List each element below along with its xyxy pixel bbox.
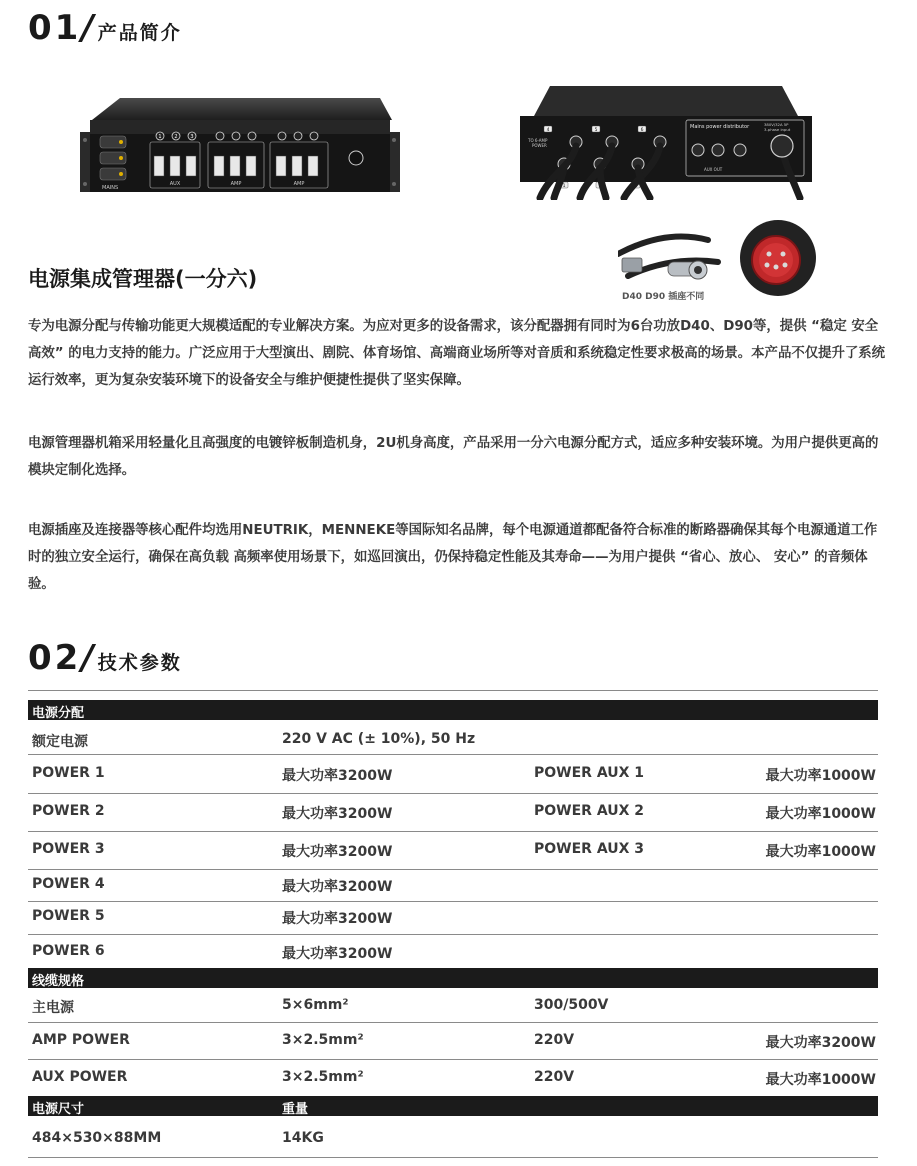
size-weight-header <box>28 1096 878 1116</box>
group-label-amp-1: AMP <box>230 181 242 187</box>
back-num-6: 6 <box>640 128 644 133</box>
back-to-sub: POWER <box>532 143 547 148</box>
section-number: 02 <box>28 638 82 678</box>
cable-power: 最大功率1000W <box>765 1072 876 1088</box>
back-num-2: 2 <box>598 184 602 189</box>
aux-value: 最大功率1000W <box>765 768 876 784</box>
section-number: 01 <box>28 8 82 48</box>
cable-spec-header <box>28 968 878 988</box>
table-top-rule <box>28 690 878 691</box>
back-title: Mains power distributor <box>690 124 750 130</box>
group-label-aux: AUX <box>169 181 181 187</box>
front-badge-2: 2 <box>174 134 178 140</box>
cable-section: 3×2.5mm² <box>282 1032 364 1048</box>
cable-spec-header-label: 线缆规格 <box>32 974 85 989</box>
power-distribution-header <box>28 700 878 720</box>
mains-label: MAINS <box>102 185 119 191</box>
power-value: 最大功率3200W <box>282 844 393 860</box>
power-name: POWER 1 <box>32 765 105 781</box>
table-rule <box>28 754 878 755</box>
power-name: POWER 2 <box>32 803 105 819</box>
section-header-intro <box>28 8 182 48</box>
back-aux-out: AUX OUT <box>704 167 723 172</box>
intro-paragraph-2: 电源管理器机箱采用轻量化且高强度的电镀锌板制造机身，2U机身高度，产品采用一分六电源分配方式，适应多种安装环境。为用户提供更高的模块定制化选择。 <box>28 436 879 478</box>
cable-voltage: 220V <box>534 1032 575 1048</box>
table-rule <box>28 1022 878 1023</box>
intro-paragraph-1: 专为电源分配与传输功能更大规模适配的专业解决方案。为应对更多的设备需求，该分配器拥有同时为6台功放D40、D90等，提供 “稳定 安全 高效” 的电力支持的能力。广泛应用于大型演出、剧院、体育场馆、高端商业场所等对音质和系统稳定性要求极高的场景。本产品不仅提升了系统运行效率，更为复杂安装环境下的设备安全与维护便捷性提供了坚实保障。 <box>28 319 886 388</box>
section-slash: / <box>81 8 94 48</box>
cable-section: 5×6mm² <box>282 997 349 1013</box>
power-value: 最大功率3200W <box>282 806 393 822</box>
power-value: 最大功率3200W <box>282 768 393 784</box>
back-num-5: 5 <box>594 128 598 133</box>
cable-power: 最大功率3200W <box>765 1035 876 1051</box>
back-num-1: 1 <box>562 184 566 189</box>
section-slash: / <box>81 638 94 678</box>
power-name: POWER 3 <box>32 841 105 857</box>
back-to-label: TO 6-AMP <box>528 138 548 143</box>
power-value: 最大功率3200W <box>282 946 393 962</box>
power-value: 最大功率3200W <box>282 911 393 927</box>
weight-value: 14KG <box>282 1130 324 1146</box>
section-header-specs <box>28 638 182 678</box>
power-value: 最大功率3200W <box>282 879 393 895</box>
rated-power-label: 额定电源 <box>32 734 88 750</box>
connector-closeup-image <box>618 218 816 298</box>
aux-name: POWER AUX 2 <box>534 803 645 819</box>
aux-value: 最大功率1000W <box>765 806 876 822</box>
power-name: POWER 5 <box>32 908 105 924</box>
power-distribution-header-label: 电源分配 <box>32 706 85 721</box>
aux-value: 最大功率1000W <box>765 844 876 860</box>
product-name: 电源集成管理器(一分六) <box>28 267 258 291</box>
table-rule <box>28 934 878 935</box>
table-rule <box>28 901 878 902</box>
cable-section: 3×2.5mm² <box>282 1069 364 1085</box>
front-badge-1: 1 <box>158 134 162 140</box>
size-value: 484×530×88MM <box>32 1130 162 1146</box>
connector-caption: D40 D90 插座不同 <box>622 292 705 302</box>
back-num-3: 3 <box>634 184 638 189</box>
cable-voltage: 300/500V <box>534 997 609 1013</box>
table-rule <box>28 869 878 870</box>
back-num-4: 4 <box>546 128 550 133</box>
cable-name: 主电源 <box>32 1000 74 1016</box>
cable-name: AMP POWER <box>32 1032 130 1048</box>
power-name: POWER 6 <box>32 943 105 959</box>
aux-name: POWER AUX 1 <box>534 765 645 781</box>
rated-power-value: 220 V AC (± 10%), 50 Hz <box>282 731 476 747</box>
back-input-sub: 3-phase input <box>764 127 791 132</box>
intro-paragraph-3: 电源插座及连接器等核心配件均选用NEUTRIK，MENNEKE等国际知名品牌，每个电源通道都配备符合标准的断路器确保其每个电源通道工作时的独立安全运行，确保在高负载 高频率使用场景下，如巡回演出，仍保持稳定性能及其寿命——为用户提供 “省心、放心、 安心” 的音频体验。 <box>28 523 878 592</box>
aux-name: POWER AUX 3 <box>534 841 645 857</box>
power-name: POWER 4 <box>32 876 105 892</box>
table-rule <box>28 831 878 832</box>
section-title: 技术参数 <box>97 652 182 674</box>
cable-voltage: 220V <box>534 1069 575 1085</box>
table-rule <box>28 1059 878 1060</box>
front-badge-3: 3 <box>190 134 194 140</box>
back-input-label: 380V/32A 5P <box>764 122 789 127</box>
back-panel-image <box>520 86 812 200</box>
size-header-label: 电源尺寸 <box>32 1102 85 1117</box>
group-label-amp-2: AMP <box>293 181 305 187</box>
weight-header-label: 重量 <box>282 1102 309 1117</box>
section-title: 产品简介 <box>97 22 182 44</box>
front-panel-image <box>80 98 400 196</box>
table-bottom-rule <box>28 1157 878 1158</box>
table-rule <box>28 793 878 794</box>
cable-name: AUX POWER <box>32 1069 128 1085</box>
